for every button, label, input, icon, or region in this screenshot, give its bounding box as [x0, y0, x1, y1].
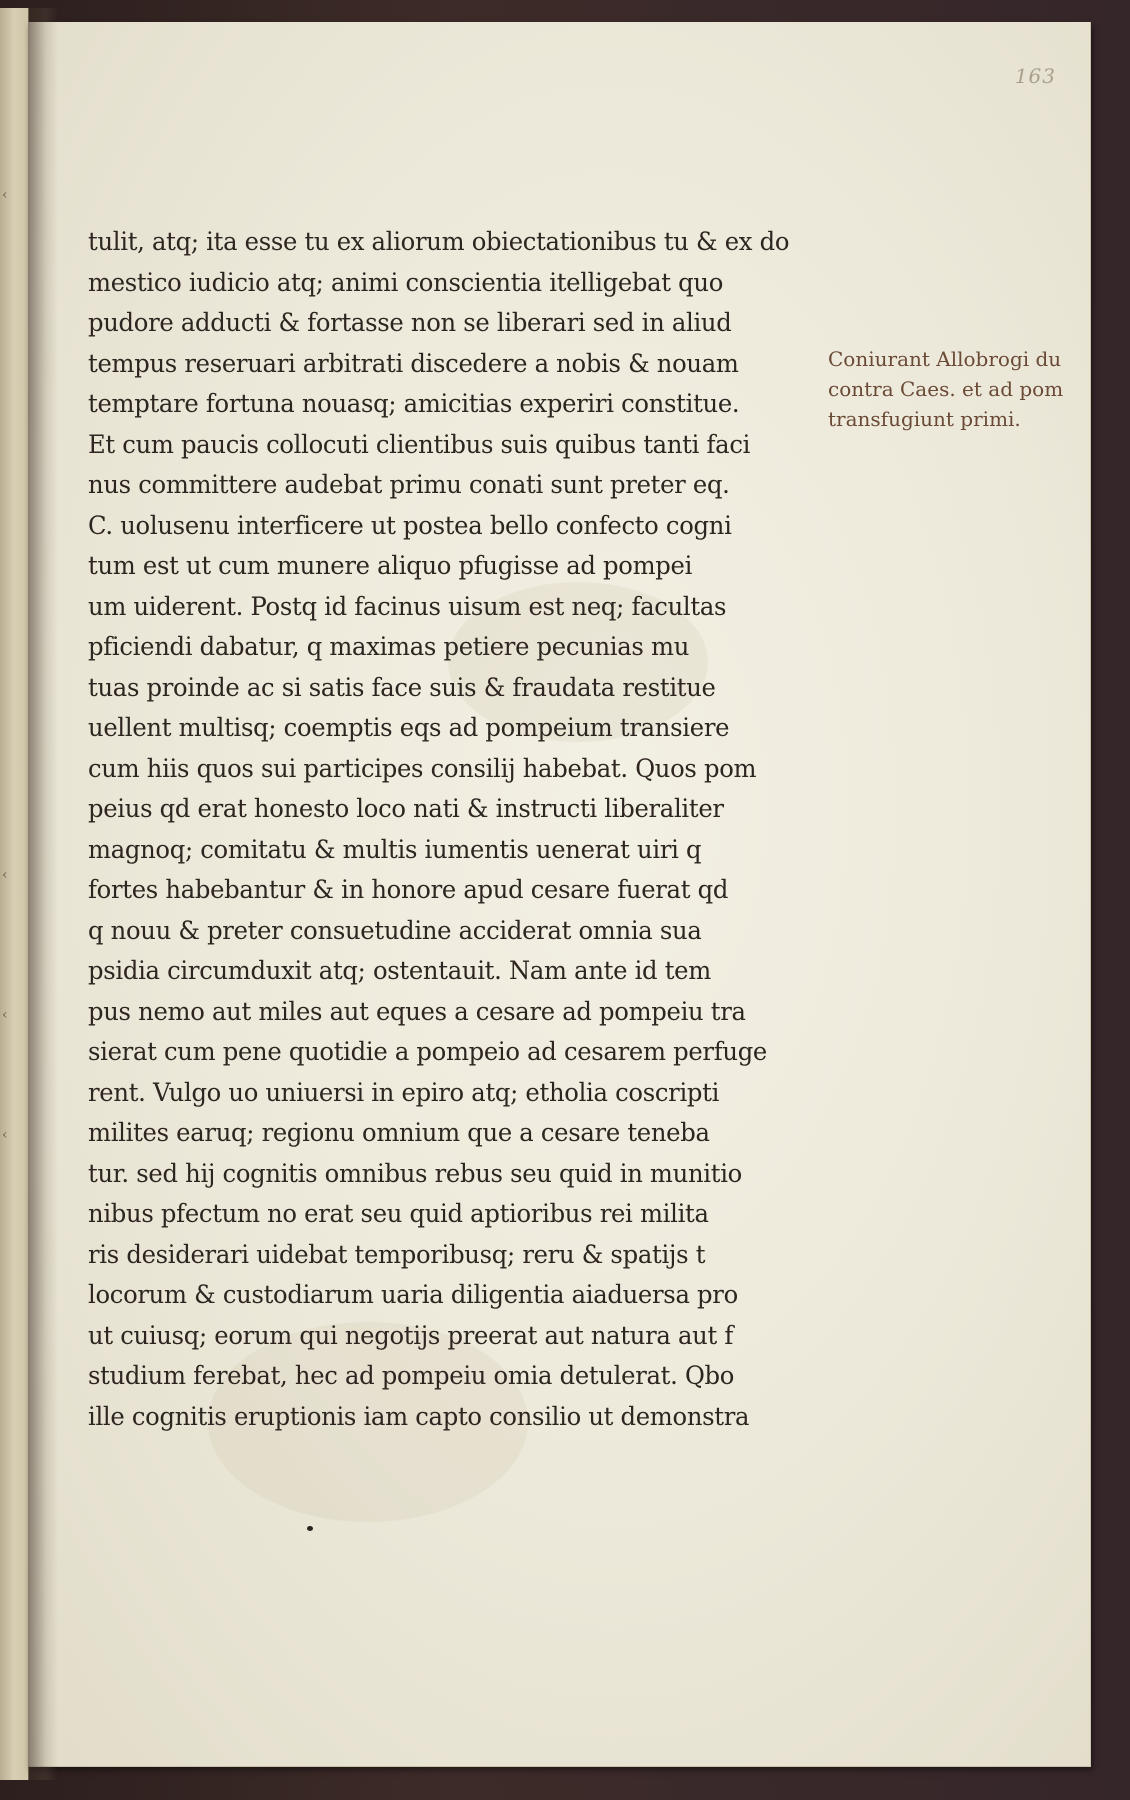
folio-number: 163	[1014, 64, 1056, 88]
page-edge-mark: ‹	[2, 1127, 8, 1143]
text-line: pficiendi dabatur, q maximas petiere pecunias mu	[88, 632, 690, 661]
gloss-line: transfugiunt primi.	[828, 407, 1021, 431]
text-line: nus committere audebat primu conati sunt preter eq.	[88, 470, 730, 499]
text-line: locorum & custodiarum uaria diligentia aiaduersa pro	[88, 1280, 738, 1309]
page-edge-mark: ‹	[2, 1007, 8, 1023]
text-line: uellent multisq; coemptis eqs ad pompeium transiere	[88, 713, 730, 742]
manuscript-folio	[28, 22, 1091, 1767]
text-line: studium ferebat, hec ad pompeiu omia detulerat. Qbo	[88, 1361, 735, 1390]
text-line: peius qd erat honesto loco nati & instructi liberaliter	[88, 794, 724, 823]
text-line: cum hiis quos sui participes consilij habebat. Quos pom	[88, 753, 757, 783]
text-line: tum est ut cum munere aliquo pfugisse ad pompei	[88, 551, 693, 580]
text-line: ris desiderari uidebat temporibusq; reru & spatijs t	[88, 1239, 706, 1269]
page-edge-mark: ‹	[2, 187, 8, 203]
text-line: nibus pfectum no erat seu quid aptioribus rei milita	[88, 1199, 709, 1228]
text-line: sierat cum pene quotidie a pompeio ad cesarem perfuge	[88, 1037, 767, 1066]
text-line: C. uolusenu interficere ut postea bello confecto cogni	[88, 510, 732, 540]
text-line: temptare fortuna nouasq; amicitias experiri constitue.	[88, 389, 740, 418]
text-line: fortes habebantur & in honore apud cesare fuerat qd	[88, 875, 729, 904]
gloss-line: Coniurant Allobrogi du	[828, 347, 1062, 371]
text-line: tuas proinde ac si satis face suis & fraudata restitue	[88, 672, 716, 702]
text-line: pus nemo aut miles aut eques a cesare ad pompeiu tra	[88, 996, 746, 1026]
text-line: mestico iudicio atq; animi conscientia itelligebat quo	[88, 267, 724, 297]
text-line: q nouu & preter consuetudine acciderat omnia sua	[88, 915, 702, 945]
ink-dot	[307, 1526, 313, 1531]
main-text-column	[88, 222, 828, 1437]
text-line: psidia circumduxit atq; ostentauit. Nam ante id tem	[88, 956, 711, 985]
binding-gutter	[28, 8, 58, 1780]
text-line: magnoq; comitatu & multis iumentis uenerat uiri q	[88, 834, 702, 864]
text-line: rent. Vulgo uo uniuersi in epiro atq; etholia coscripti	[88, 1077, 720, 1107]
page-edge-mark: ‹	[2, 867, 8, 883]
text-line: milites earuq; regionu omnium que a cesare teneba	[88, 1118, 710, 1147]
text-line: tulit, atq; ita esse tu ex aliorum obiectationibus tu & ex do	[88, 227, 790, 256]
text-line: tempus reseruari arbitrati discedere a nobis & nouam	[88, 348, 739, 378]
marginal-gloss	[828, 344, 1090, 434]
text-line: tur. sed hij cognitis omnibus rebus seu quid in munitio	[88, 1158, 742, 1188]
gloss-line: contra Caes. et ad pom	[828, 377, 1064, 401]
text-line: um uiderent. Postq id facinus uisum est neq; facultas	[88, 591, 727, 621]
text-line: ut cuiusq; eorum qui negotijs preerat aut natura aut f	[88, 1320, 734, 1350]
text-line: pudore adducti & fortasse non se liberari sed in aliud	[88, 308, 732, 337]
text-line: Et cum paucis collocuti clientibus suis quibus tanti faci	[88, 429, 751, 459]
text-line: ille cognitis eruptionis iam capto consilio ut demonstra	[88, 1401, 750, 1431]
previous-page-edge	[0, 8, 29, 1780]
